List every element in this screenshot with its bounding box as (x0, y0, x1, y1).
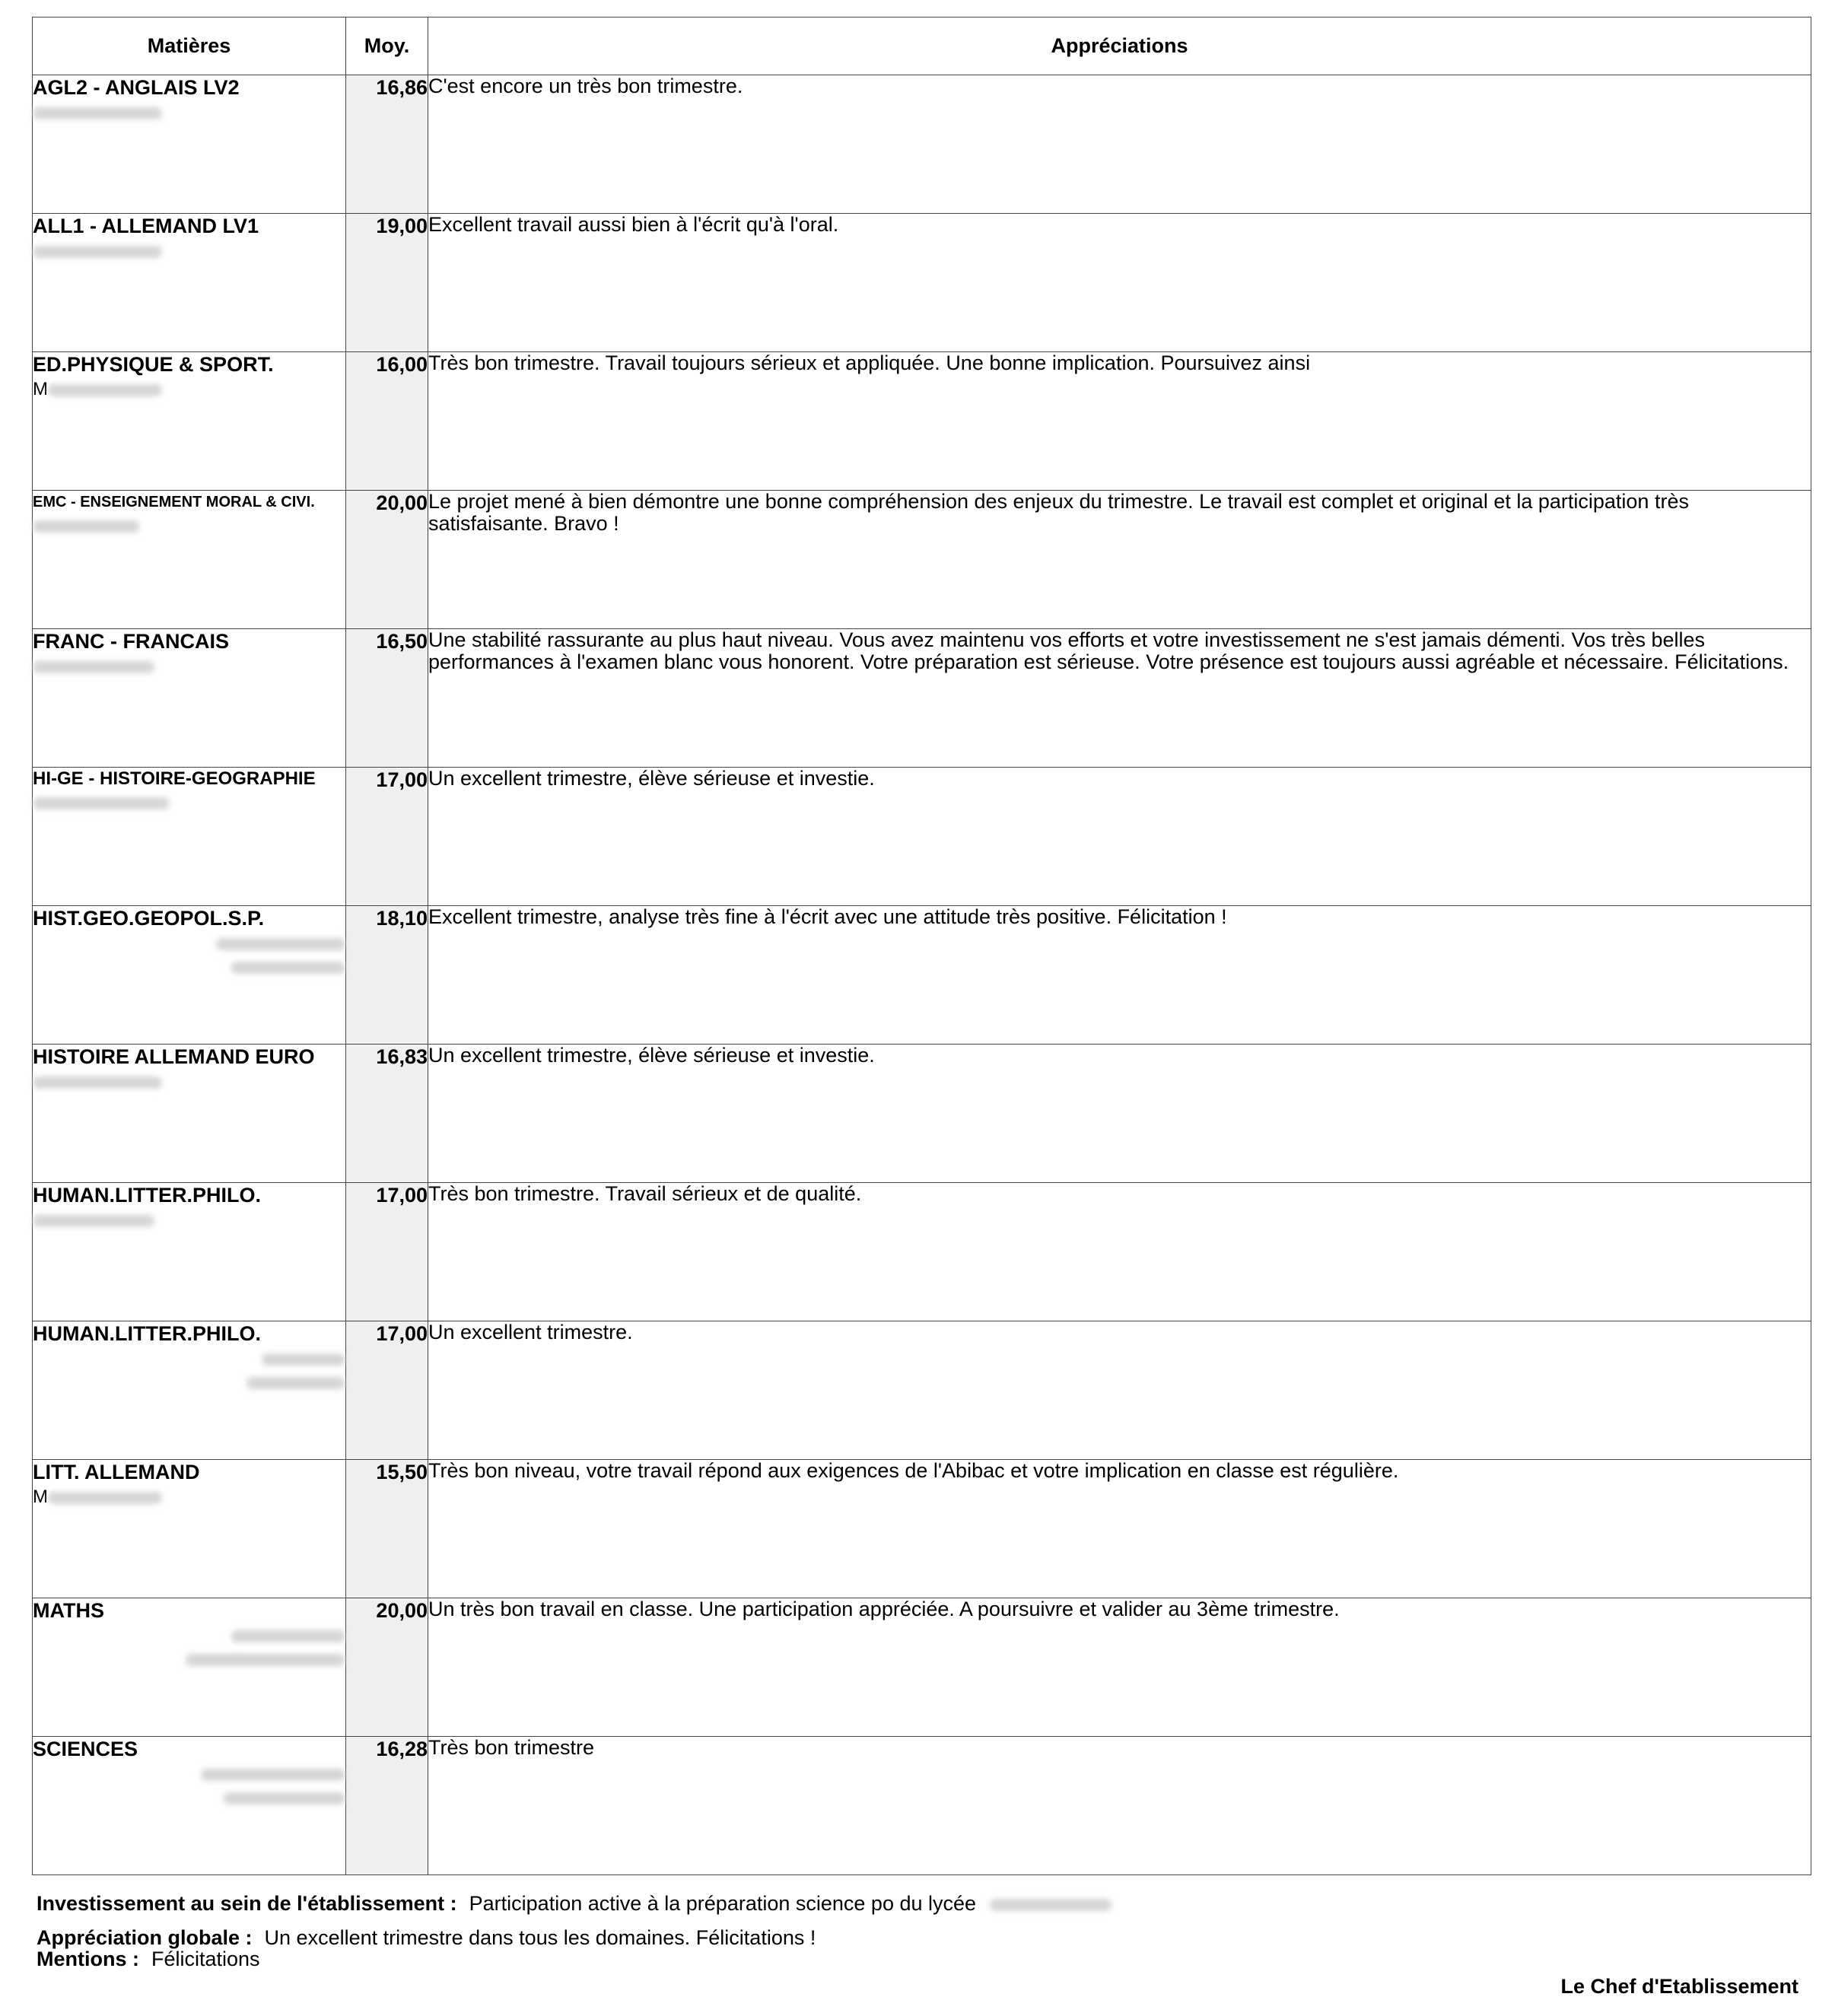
comment-cell: C'est encore un très bon trimestre. (428, 75, 1811, 214)
table-row (33, 491, 1811, 629)
teacher-name-redacted (33, 1370, 345, 1394)
table-row (33, 75, 1811, 214)
subject-name: HUMAN.LITTER.PHILO. (33, 1322, 261, 1345)
teacher-name-redacted (33, 100, 345, 124)
subject-cell (33, 1460, 346, 1598)
average-cell: 16,50 (346, 629, 428, 768)
subject-name: MATHS (33, 1599, 104, 1622)
table-row (33, 214, 1811, 352)
subject-name: HIST.GEO.GEOPOL.S.P. (33, 907, 265, 930)
average-cell: 16,28 (346, 1737, 428, 1875)
subject-cell (33, 1183, 346, 1321)
table-header-row (33, 17, 1811, 75)
subject-name: LITT. ALLEMAND (33, 1461, 200, 1483)
teacher-name-redacted (33, 239, 345, 262)
average-cell: 17,00 (346, 1183, 428, 1321)
teacher-name-redacted (33, 1208, 345, 1232)
global-label: Appréciation globale : (37, 1926, 253, 1949)
subject-name: EMC - ENSEIGNEMENT MORAL & CIVI. (33, 494, 315, 510)
comment-cell: Un très bon travail en classe. Une participation appréciée. A poursuivre et valider au 3ème trimestre. (428, 1598, 1811, 1737)
average-cell: 15,50 (346, 1460, 428, 1598)
table-row (33, 1737, 1811, 1875)
comment-cell: Le projet mené à bien démontre une bonne compréhension des enjeux du trimestre. Le travail est complet et original et la participation très satisfaisante. Bravo ! (428, 491, 1811, 629)
teacher-name-redacted (33, 1785, 345, 1809)
teacher-initial: M (33, 1487, 48, 1507)
global-value: Un excellent trimestre dans tous les domaines. Félicitations ! (264, 1926, 816, 1949)
average-cell: 16,86 (346, 75, 428, 214)
subject-cell (33, 1321, 346, 1460)
mentions-value: Félicitations (151, 1948, 260, 1970)
investment-line (37, 1892, 1111, 1915)
comment-cell: Un excellent trimestre, élève sérieuse et investie. (428, 768, 1811, 906)
subject-name: ED.PHYSIQUE & SPORT. (33, 353, 274, 376)
average-cell: 17,00 (346, 768, 428, 906)
subject-cell (33, 1598, 346, 1737)
teacher-name-redacted (33, 377, 345, 401)
comment-cell: Excellent travail aussi bien à l'écrit qu'à l'oral. (428, 214, 1811, 352)
average-cell: 20,00 (346, 1598, 428, 1737)
table-row (33, 352, 1811, 491)
subject-cell (33, 1045, 346, 1183)
teacher-name-redacted (33, 790, 345, 814)
table-row (33, 1321, 1811, 1460)
subject-name: HI-GE - HISTOIRE-GEOGRAPHIE (33, 768, 316, 789)
comment-cell: Très bon trimestre. Travail sérieux et de qualité. (428, 1183, 1811, 1321)
table-row (33, 1045, 1811, 1183)
comment-cell: Un excellent trimestre, élève sérieuse et investie. (428, 1045, 1811, 1183)
teacher-name-redacted (33, 955, 345, 978)
teacher-name-redacted (33, 514, 345, 537)
header-comments: Appréciations (428, 17, 1811, 75)
subject-cell (33, 1737, 346, 1875)
subject-cell (33, 214, 346, 352)
comment-cell: Très bon trimestre. Travail toujours sérieux et appliquée. Une bonne implication. Poursuivez ainsi (428, 352, 1811, 491)
subject-name: ALL1 - ALLEMAND LV1 (33, 215, 259, 237)
school-name-redacted (990, 1899, 1111, 1911)
teacher-name-redacted (33, 931, 345, 955)
investment-value: Participation active à la préparation science po du lycée (469, 1892, 977, 1915)
subject-cell (33, 629, 346, 768)
teacher-name-redacted (33, 1347, 345, 1370)
teacher-initial: M (33, 379, 48, 399)
table-row (33, 1183, 1811, 1321)
mentions-line (37, 1948, 260, 1970)
teacher-name-redacted (33, 654, 345, 678)
average-cell: 17,00 (346, 1321, 428, 1460)
teacher-name-redacted (33, 1070, 345, 1093)
signature-label: Le Chef d'Etablissement (1560, 1975, 1798, 1998)
subject-name: SCIENCES (33, 1738, 138, 1760)
comment-cell: Très bon trimestre (428, 1737, 1811, 1875)
table-row (33, 906, 1811, 1045)
subject-cell (33, 352, 346, 491)
grades-table (32, 17, 1811, 1875)
header-average: Moy. (346, 17, 428, 75)
subject-cell (33, 906, 346, 1045)
subject-name: HUMAN.LITTER.PHILO. (33, 1184, 261, 1207)
teacher-name-redacted (33, 1623, 345, 1647)
comment-cell: Excellent trimestre, analyse très fine à l'écrit avec une attitude très positive. Félicitation ! (428, 906, 1811, 1045)
average-cell: 19,00 (346, 214, 428, 352)
comment-cell: Un excellent trimestre. (428, 1321, 1811, 1460)
subject-name: FRANC - FRANCAIS (33, 630, 229, 653)
table-row (33, 1460, 1811, 1598)
comment-cell: Très bon niveau, votre travail répond aux exigences de l'Abibac et votre implication en classe est régulière. (428, 1460, 1811, 1598)
investment-label: Investissement au sein de l'établissement : (37, 1892, 457, 1915)
average-cell: 16,00 (346, 352, 428, 491)
table-row (33, 1598, 1811, 1737)
subject-name: AGL2 - ANGLAIS LV2 (33, 76, 240, 99)
teacher-name-redacted (33, 1647, 345, 1671)
subject-cell (33, 768, 346, 906)
table-row (33, 768, 1811, 906)
table-row (33, 629, 1811, 768)
global-appreciation-line (37, 1926, 816, 1949)
teacher-name-redacted (33, 1485, 345, 1509)
subject-cell (33, 75, 346, 214)
teacher-name-redacted (33, 1762, 345, 1785)
subject-cell (33, 491, 346, 629)
header-subject: Matières (33, 17, 346, 75)
mentions-label: Mentions : (37, 1948, 139, 1970)
comment-cell: Une stabilité rassurante au plus haut niveau. Vous avez maintenu vos efforts et votre investissement ne s'est jamais démenti. Vos très belles performances à l'examen blanc vous honorent. Votre préparation est sérieuse. Votre présence est toujours aussi agréable et nécessaire. Félicitations. (428, 629, 1811, 768)
average-cell: 18,10 (346, 906, 428, 1045)
average-cell: 16,83 (346, 1045, 428, 1183)
average-cell: 20,00 (346, 491, 428, 629)
subject-name: HISTOIRE ALLEMAND EURO (33, 1045, 315, 1068)
